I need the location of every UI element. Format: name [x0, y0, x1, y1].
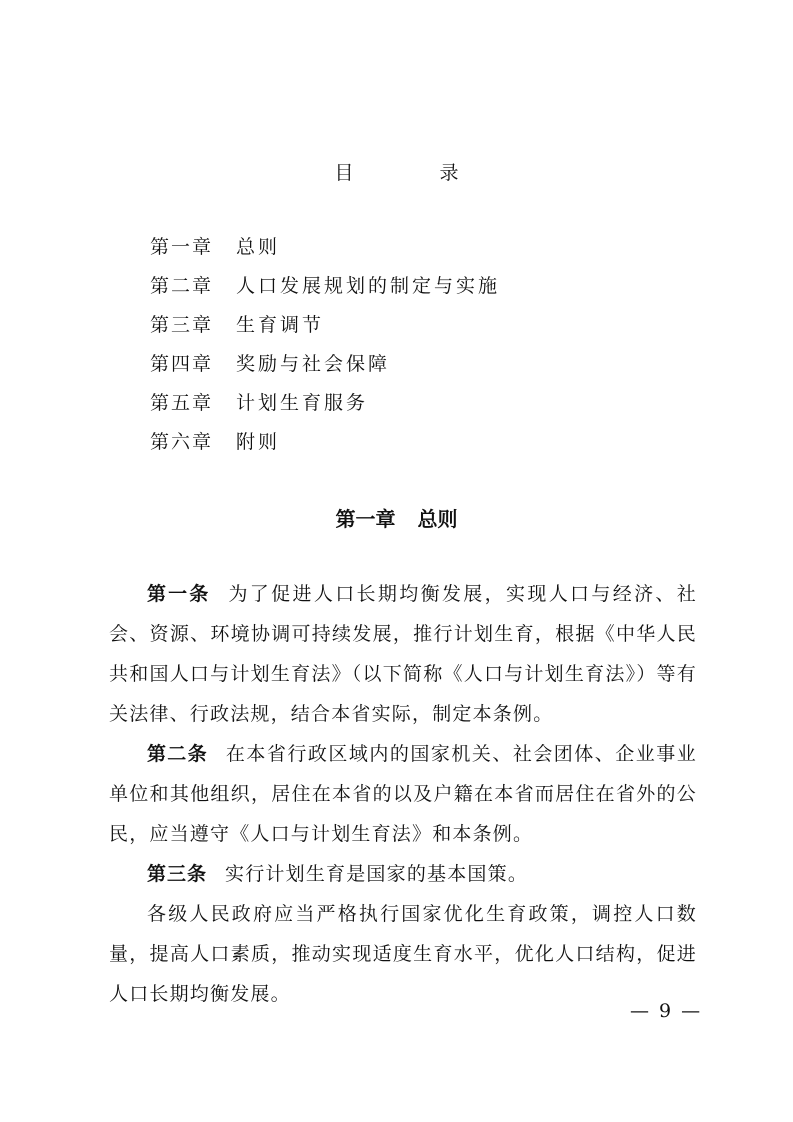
toc-item	[150, 388, 500, 427]
toc-item	[150, 271, 500, 310]
toc-chapter-label: 第五章	[150, 392, 214, 414]
body-paragraph: 各级人民政府应当严格执行国家优化生育政策，调控人口数量，提高人口素质，推动实现适度生育水平，优化人口结构，促进人口长期均衡发展。	[109, 903, 697, 1005]
article-paragraph	[109, 734, 697, 854]
toc-chapter-label: 第三章	[150, 314, 214, 336]
article-text: 在本省行政区域内的国家机关、社会团体、企业事业单位和其他组织，居住在本省的以及户籍在本省而居住在省外的公民，应当遵守《人口与计划生育法》和本条例。	[109, 743, 697, 845]
toc-title: 目 录	[334, 162, 499, 184]
toc-item	[150, 427, 500, 466]
toc-chapter-title: 总则	[236, 236, 281, 258]
toc-chapter-title: 附则	[236, 431, 281, 453]
chapter-heading-label: 第一章	[335, 507, 396, 531]
toc-chapter-label: 第四章	[150, 353, 214, 375]
toc-chapter-title: 计划生育服务	[236, 392, 369, 414]
toc-chapter-title: 生育调节	[236, 314, 325, 336]
article-paragraph	[109, 854, 697, 894]
article-label: 第二条	[147, 743, 208, 765]
toc-chapter-label: 第一章	[150, 236, 214, 258]
toc-item	[150, 310, 500, 349]
toc-chapter-title: 奖励与社会保障	[236, 353, 391, 375]
toc-chapter-title: 人口发展规划的制定与实施	[236, 275, 501, 297]
toc-chapter-label: 第二章	[150, 275, 214, 297]
toc-list	[150, 232, 500, 466]
toc-item	[150, 232, 500, 271]
body-text	[109, 574, 697, 1014]
toc-chapter-label: 第六章	[150, 431, 214, 453]
article-text: 实行计划生育是国家的基本国策。	[225, 863, 529, 885]
page-number: — 9 —	[630, 1000, 703, 1022]
chapter-heading	[0, 503, 793, 532]
article-paragraph	[109, 574, 697, 734]
chapter-heading-title: 总则	[417, 507, 458, 531]
article-label: 第一条	[147, 583, 211, 605]
article-label: 第三条	[147, 863, 208, 885]
toc-item	[150, 349, 500, 388]
article-text: 为了促进人口长期均衡发展，实现人口与经济、社会、资源、环境协调可持续发展，推行计划生育，根据《中华人民共和国人口与计划生育法》（以下简称《人口与计划生育法》）等有关法律、行政法规，结合本省实际，制定本条例。	[109, 583, 697, 725]
